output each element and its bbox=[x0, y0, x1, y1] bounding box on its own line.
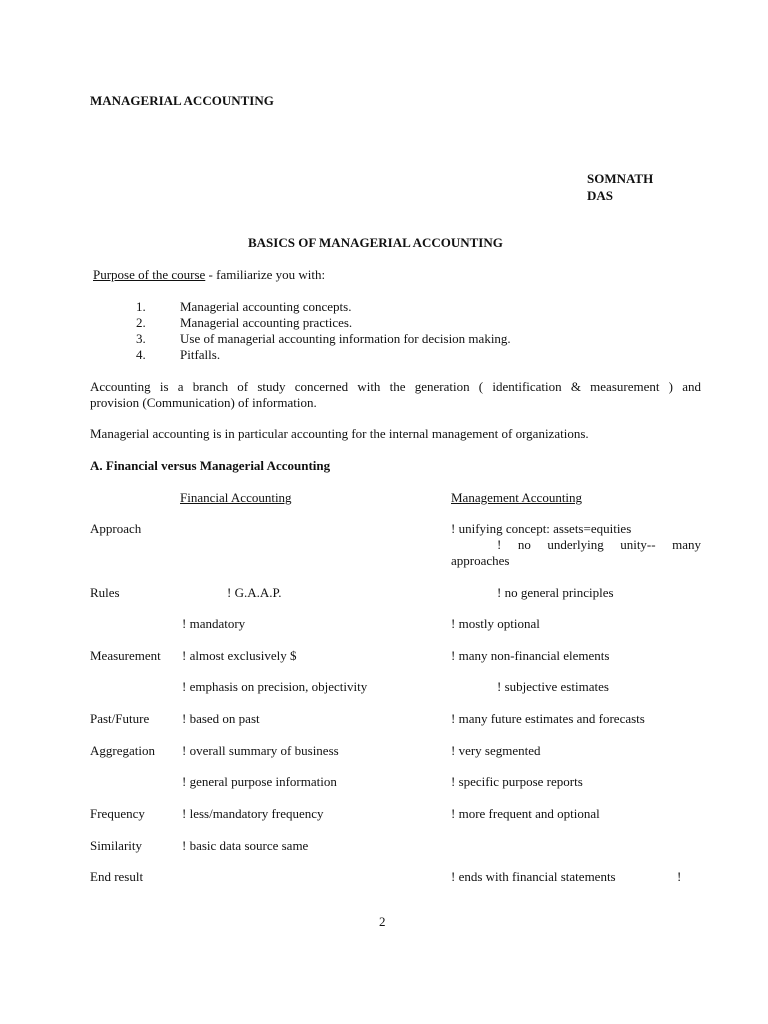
cell-management: approaches bbox=[451, 553, 510, 568]
purpose-rest: - familiarize you with: bbox=[205, 267, 326, 282]
cell-financial: ! less/mandatory frequency bbox=[182, 806, 324, 821]
row-label-aggregation: Aggregation bbox=[90, 743, 155, 758]
row-label-similarity: Similarity bbox=[90, 838, 142, 853]
list-item-number: 4. bbox=[136, 347, 146, 362]
cell-management: ! many future estimates and forecasts bbox=[451, 711, 645, 726]
list-item-number: 2. bbox=[136, 315, 146, 330]
cell-financial: ! overall summary of business bbox=[182, 743, 339, 758]
cell-management: ! specific purpose reports bbox=[451, 774, 583, 789]
purpose-label: Purpose of the course bbox=[93, 267, 206, 282]
cell-management-tail: ! bbox=[677, 869, 682, 884]
cell-financial: ! almost exclusively $ bbox=[182, 648, 297, 663]
row-label-approach: Approach bbox=[90, 521, 142, 536]
section-title: BASICS OF MANAGERIAL ACCOUNTING bbox=[248, 235, 503, 250]
list-item-number: 3. bbox=[136, 331, 146, 346]
cell-management: ! no general principles bbox=[497, 585, 614, 600]
cell-financial: ! general purpose information bbox=[182, 774, 337, 789]
doc-title: MANAGERIAL ACCOUNTING bbox=[90, 93, 274, 108]
paragraph-accounting-line1: Accounting is a branch of study concerned with the generation ( identification & measurement ) and bbox=[90, 379, 701, 394]
row-label-past-future: Past/Future bbox=[90, 711, 150, 726]
list-item-number: 1. bbox=[136, 299, 146, 314]
cell-management: ! mostly optional bbox=[451, 616, 540, 631]
row-label-rules: Rules bbox=[90, 585, 120, 600]
cell-management: ! no underlying unity-- many bbox=[497, 537, 701, 552]
author-first-name: SOMNATH bbox=[587, 171, 654, 186]
row-label-frequency: Frequency bbox=[90, 806, 145, 821]
list-item: Pitfalls. bbox=[180, 347, 221, 362]
cell-financial: ! mandatory bbox=[182, 616, 246, 631]
cell-management: ! subjective estimates bbox=[497, 679, 609, 694]
cell-management: ! unifying concept: assets=equities bbox=[451, 521, 632, 536]
row-label-end-result: End result bbox=[90, 869, 144, 884]
paragraph-accounting-line2: provision (Communication) of information. bbox=[90, 395, 317, 410]
column-header-financial: Financial Accounting bbox=[180, 490, 292, 505]
cell-management: ! many non-financial elements bbox=[451, 648, 610, 663]
cell-financial: ! based on past bbox=[182, 711, 260, 726]
cell-management: ! more frequent and optional bbox=[451, 806, 600, 821]
paragraph-managerial: Managerial accounting is in particular accounting for the internal management of organizations. bbox=[90, 426, 589, 441]
list-item: Use of managerial accounting information for decision making. bbox=[180, 331, 511, 346]
cell-financial: ! G.A.A.P. bbox=[227, 585, 282, 600]
cell-management: ! ends with financial statements bbox=[451, 869, 616, 884]
purpose-line bbox=[93, 267, 325, 283]
list-item: Managerial accounting concepts. bbox=[180, 299, 352, 314]
section-a-heading: A. Financial versus Managerial Accounting bbox=[90, 458, 331, 473]
author-last-name: DAS bbox=[587, 188, 614, 203]
page-number: 2 bbox=[379, 914, 386, 929]
column-header-management: Management Accounting bbox=[451, 490, 583, 505]
row-label-measurement: Measurement bbox=[90, 648, 161, 663]
cell-financial: ! emphasis on precision, objectivity bbox=[182, 679, 368, 694]
list-item: Managerial accounting practices. bbox=[180, 315, 353, 330]
cell-financial: ! basic data source same bbox=[182, 838, 309, 853]
cell-management: ! very segmented bbox=[451, 743, 541, 758]
